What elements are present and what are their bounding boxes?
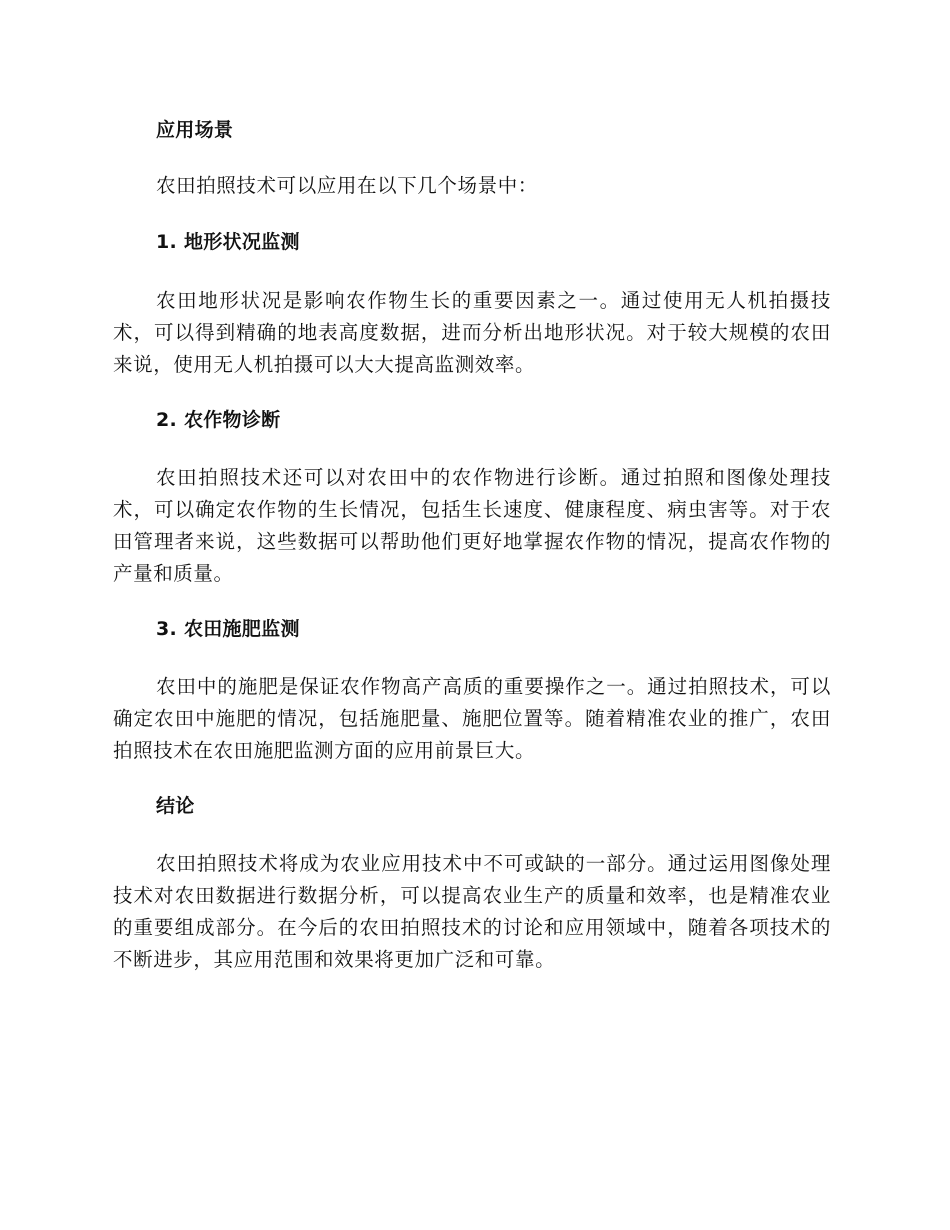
subheading-fertilization-monitoring: 3. 农田施肥监测 xyxy=(156,618,300,640)
intro-paragraph: 农田拍照技术可以应用在以下几个场景中： xyxy=(156,174,538,197)
paragraph-conclusion: 农田拍照技术将成为农业应用技术中不可或缺的一部分。通过运用图像处理技术对农田数据进行数据分析，可以提高农业生产的质量和效率，也是精准农业的重要组成部分。在今后的农田拍照技术的讨论和应用领域中，随着各项技术的不断进步，其应用范围和效果将更加广泛和可靠。 xyxy=(113,852,831,971)
subheading-crop-diagnosis: 2. 农作物诊断 xyxy=(156,409,281,431)
section-heading-conclusion: 结论 xyxy=(156,795,195,817)
paragraph-crop-diagnosis: 农田拍照技术还可以对农田中的农作物进行诊断。通过拍照和图像处理技术，可以确定农作物的生长情况，包括生长速度、健康程度、病虫害等。对于农田管理者来说，这些数据可以帮助他们更好地掌握农作物的情况，提高农作物的产量和质量。 xyxy=(113,466,831,585)
paragraph-fertilization-monitoring: 农田中的施肥是保证农作物高产高质的重要操作之一。通过拍照技术，可以确定农田中施肥的情况，包括施肥量、施肥位置等。随着精准农业的推广，农田拍照技术在农田施肥监测方面的应用前景巨大。 xyxy=(113,675,831,762)
document-body xyxy=(113,114,831,976)
subheading-terrain-monitoring: 1. 地形状况监测 xyxy=(156,231,300,253)
section-heading-scenarios: 应用场景 xyxy=(156,119,234,141)
paragraph-terrain-monitoring: 农田地形状况是影响农作物生长的重要因素之一。通过使用无人机拍摄技术，可以得到精确的地表高度数据，进而分析出地形状况。对于较大规模的农田来说，使用无人机拍摄可以大大提高监测效率。 xyxy=(113,289,831,376)
